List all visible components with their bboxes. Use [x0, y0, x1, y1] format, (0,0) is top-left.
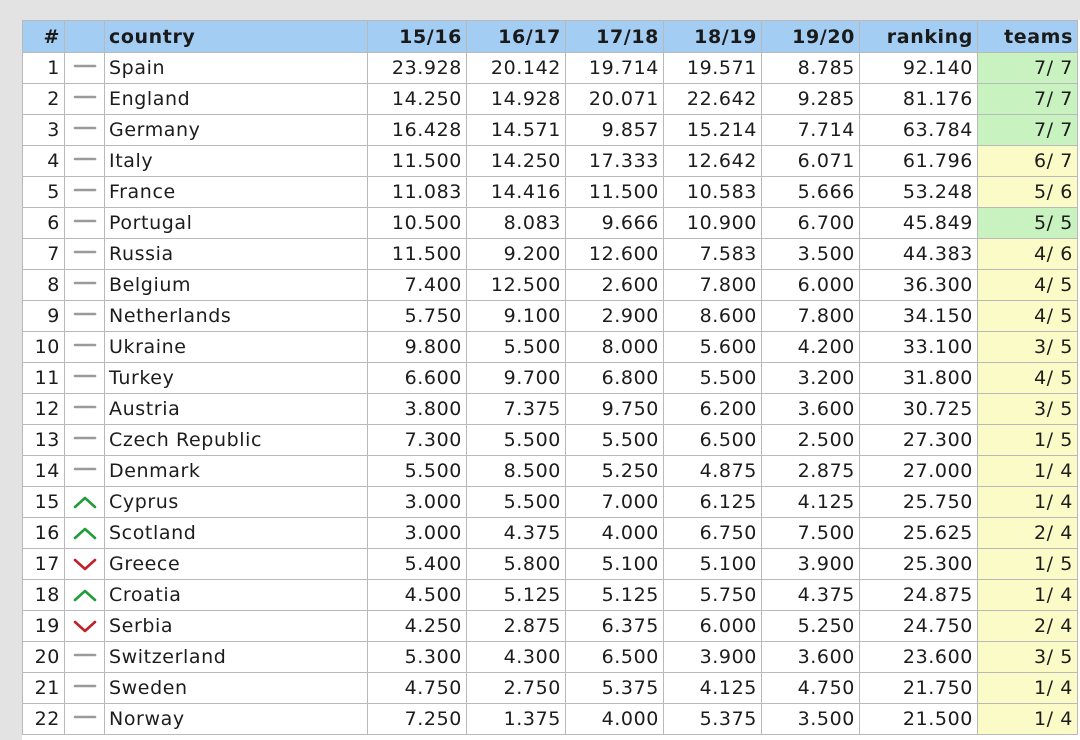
- season-1617-cell: 9.700: [467, 363, 566, 394]
- teams-cell: 3/ 5: [978, 642, 1078, 673]
- season-1617-cell: 5.500: [467, 487, 566, 518]
- ranking-cell: 31.800: [860, 363, 978, 394]
- country-cell: Sweden: [105, 673, 368, 704]
- season-1718-cell: 20.071: [566, 84, 664, 115]
- trend-cell: [65, 518, 105, 549]
- country-cell: Scotland: [105, 518, 368, 549]
- season-1920-cell: 7.500: [762, 518, 860, 549]
- teams-cell: 1/ 4: [978, 704, 1078, 735]
- header-ranking[interactable]: ranking: [860, 21, 978, 53]
- rank-cell: 3: [23, 115, 65, 146]
- ranking-cell: 24.875: [860, 580, 978, 611]
- rank-cell: 21: [23, 673, 65, 704]
- rank-cell: 17: [23, 549, 65, 580]
- trend-cell: [65, 456, 105, 487]
- trend-unchanged-icon: [69, 370, 100, 386]
- rank-cell: 4: [23, 146, 65, 177]
- season-1718-cell: 7.000: [566, 487, 664, 518]
- season-1920-cell: 6.071: [762, 146, 860, 177]
- season-1920-cell: 4.200: [762, 332, 860, 363]
- season-1718-cell: 5.250: [566, 456, 664, 487]
- rank-cell: 12: [23, 394, 65, 425]
- trend-up-icon: [69, 587, 100, 603]
- trend-unchanged-icon: [69, 122, 100, 138]
- table-row[interactable]: [23, 301, 1078, 332]
- season-1920-cell: 6.700: [762, 208, 860, 239]
- season-1819-cell: 5.500: [664, 363, 762, 394]
- header-season-1718[interactable]: 17/18: [566, 21, 664, 53]
- season-1920-cell: 2.500: [762, 425, 860, 456]
- season-1516-cell: 7.300: [368, 425, 467, 456]
- teams-cell: 7/ 7: [978, 115, 1078, 146]
- teams-cell: 4/ 5: [978, 301, 1078, 332]
- trend-cell: [65, 208, 105, 239]
- ranking-cell: 53.248: [860, 177, 978, 208]
- country-cell: Russia: [105, 239, 368, 270]
- season-1920-cell: 6.000: [762, 270, 860, 301]
- season-1617-cell: 14.416: [467, 177, 566, 208]
- teams-cell: 4/ 5: [978, 363, 1078, 394]
- season-1718-cell: 12.600: [566, 239, 664, 270]
- season-1819-cell: 4.125: [664, 673, 762, 704]
- trend-down-icon: [69, 556, 100, 572]
- season-1516-cell: 9.800: [368, 332, 467, 363]
- season-1718-cell: 6.500: [566, 642, 664, 673]
- ranking-cell: 27.300: [860, 425, 978, 456]
- table-row[interactable]: [23, 146, 1078, 177]
- season-1819-cell: 15.214: [664, 115, 762, 146]
- trend-cell: [65, 549, 105, 580]
- teams-cell: 1/ 4: [978, 456, 1078, 487]
- trend-cell: [65, 673, 105, 704]
- trend-up-icon: [69, 525, 100, 541]
- trend-unchanged-icon: [69, 680, 100, 696]
- country-cell: Austria: [105, 394, 368, 425]
- season-1920-cell: 4.750: [762, 673, 860, 704]
- country-cell: Croatia: [105, 580, 368, 611]
- season-1819-cell: 22.642: [664, 84, 762, 115]
- season-1516-cell: 3.000: [368, 518, 467, 549]
- season-1920-cell: 9.285: [762, 84, 860, 115]
- season-1718-cell: 4.000: [566, 518, 664, 549]
- trend-unchanged-icon: [69, 60, 100, 76]
- header-rank[interactable]: #: [23, 21, 65, 53]
- rank-cell: 20: [23, 642, 65, 673]
- season-1617-cell: 5.125: [467, 580, 566, 611]
- trend-cell: [65, 425, 105, 456]
- rank-cell: 7: [23, 239, 65, 270]
- season-1516-cell: 4.750: [368, 673, 467, 704]
- rank-cell: 10: [23, 332, 65, 363]
- country-cell: England: [105, 84, 368, 115]
- season-1819-cell: 7.583: [664, 239, 762, 270]
- trend-unchanged-icon: [69, 184, 100, 200]
- season-1617-cell: 9.200: [467, 239, 566, 270]
- country-cell: Norway: [105, 704, 368, 735]
- teams-cell: 4/ 6: [978, 239, 1078, 270]
- trend-cell: [65, 53, 105, 84]
- table-header-row: [23, 21, 1078, 53]
- teams-cell: 1/ 4: [978, 487, 1078, 518]
- season-1617-cell: 5.800: [467, 549, 566, 580]
- table-body: [23, 53, 1078, 735]
- season-1617-cell: 5.500: [467, 425, 566, 456]
- season-1516-cell: 5.300: [368, 642, 467, 673]
- season-1819-cell: 8.600: [664, 301, 762, 332]
- season-1819-cell: 12.642: [664, 146, 762, 177]
- season-1516-cell: 14.250: [368, 84, 467, 115]
- season-1516-cell: 5.750: [368, 301, 467, 332]
- country-cell: Spain: [105, 53, 368, 84]
- teams-cell: 2/ 4: [978, 611, 1078, 642]
- country-cell: Greece: [105, 549, 368, 580]
- rank-cell: 14: [23, 456, 65, 487]
- rank-cell: 18: [23, 580, 65, 611]
- rank-cell: 13: [23, 425, 65, 456]
- season-1920-cell: 4.375: [762, 580, 860, 611]
- country-coefficient-table: [22, 20, 1078, 735]
- season-1516-cell: 4.500: [368, 580, 467, 611]
- country-cell: Turkey: [105, 363, 368, 394]
- season-1617-cell: 14.571: [467, 115, 566, 146]
- header-season-1819[interactable]: 18/19: [664, 21, 762, 53]
- table-row[interactable]: [23, 673, 1078, 704]
- teams-cell: 7/ 7: [978, 84, 1078, 115]
- rank-cell: 9: [23, 301, 65, 332]
- ranking-cell: 25.750: [860, 487, 978, 518]
- trend-unchanged-icon: [69, 463, 100, 479]
- table-row[interactable]: [23, 394, 1078, 425]
- trend-unchanged-icon: [69, 153, 100, 169]
- season-1516-cell: 16.428: [368, 115, 467, 146]
- ranking-cell: 25.625: [860, 518, 978, 549]
- season-1516-cell: 3.000: [368, 487, 467, 518]
- trend-cell: [65, 115, 105, 146]
- season-1718-cell: 17.333: [566, 146, 664, 177]
- rank-cell: 1: [23, 53, 65, 84]
- teams-cell: 3/ 5: [978, 332, 1078, 363]
- country-cell: Netherlands: [105, 301, 368, 332]
- ranking-cell: 30.725: [860, 394, 978, 425]
- season-1516-cell: 6.600: [368, 363, 467, 394]
- season-1617-cell: 20.142: [467, 53, 566, 84]
- header-country[interactable]: country: [105, 21, 368, 53]
- country-cell: Italy: [105, 146, 368, 177]
- table-row[interactable]: [23, 580, 1078, 611]
- table-row[interactable]: [23, 642, 1078, 673]
- teams-cell: 1/ 4: [978, 673, 1078, 704]
- table-row[interactable]: [23, 208, 1078, 239]
- rank-cell: 19: [23, 611, 65, 642]
- trend-cell: [65, 363, 105, 394]
- season-1920-cell: 3.500: [762, 239, 860, 270]
- season-1718-cell: 9.750: [566, 394, 664, 425]
- ranking-cell: 24.750: [860, 611, 978, 642]
- season-1718-cell: 5.375: [566, 673, 664, 704]
- trend-cell: [65, 332, 105, 363]
- table-row[interactable]: [23, 332, 1078, 363]
- season-1920-cell: 5.250: [762, 611, 860, 642]
- season-1718-cell: 4.000: [566, 704, 664, 735]
- season-1516-cell: 7.400: [368, 270, 467, 301]
- trend-cell: [65, 301, 105, 332]
- trend-unchanged-icon: [69, 246, 100, 262]
- table-row[interactable]: [23, 549, 1078, 580]
- ranking-cell: 81.176: [860, 84, 978, 115]
- trend-unchanged-icon: [69, 649, 100, 665]
- teams-cell: 1/ 5: [978, 549, 1078, 580]
- season-1516-cell: 11.500: [368, 146, 467, 177]
- season-1516-cell: 3.800: [368, 394, 467, 425]
- ranking-cell: 23.600: [860, 642, 978, 673]
- header-season-1920[interactable]: 19/20: [762, 21, 860, 53]
- trend-cell: [65, 177, 105, 208]
- season-1718-cell: 9.857: [566, 115, 664, 146]
- season-1718-cell: 9.666: [566, 208, 664, 239]
- ranking-cell: 61.796: [860, 146, 978, 177]
- ranking-cell: 21.500: [860, 704, 978, 735]
- season-1819-cell: 19.571: [664, 53, 762, 84]
- trend-up-icon: [69, 494, 100, 510]
- teams-cell: 6/ 7: [978, 146, 1078, 177]
- season-1819-cell: 6.750: [664, 518, 762, 549]
- table-row[interactable]: [23, 425, 1078, 456]
- country-cell: Denmark: [105, 456, 368, 487]
- season-1819-cell: 6.200: [664, 394, 762, 425]
- table-row[interactable]: [23, 53, 1078, 84]
- season-1718-cell: 5.100: [566, 549, 664, 580]
- teams-cell: 2/ 4: [978, 518, 1078, 549]
- trend-cell: [65, 580, 105, 611]
- season-1819-cell: 10.900: [664, 208, 762, 239]
- table-row[interactable]: [23, 704, 1078, 735]
- ranking-table-frame: [22, 20, 1080, 740]
- season-1819-cell: 3.900: [664, 642, 762, 673]
- season-1920-cell: 2.875: [762, 456, 860, 487]
- season-1920-cell: 3.600: [762, 642, 860, 673]
- season-1819-cell: 5.600: [664, 332, 762, 363]
- season-1617-cell: 4.375: [467, 518, 566, 549]
- season-1718-cell: 8.000: [566, 332, 664, 363]
- country-cell: Germany: [105, 115, 368, 146]
- ranking-cell: 27.000: [860, 456, 978, 487]
- country-cell: Cyprus: [105, 487, 368, 518]
- ranking-cell: 34.150: [860, 301, 978, 332]
- rank-cell: 2: [23, 84, 65, 115]
- season-1819-cell: 7.800: [664, 270, 762, 301]
- season-1920-cell: 3.900: [762, 549, 860, 580]
- country-cell: France: [105, 177, 368, 208]
- header-season-1516[interactable]: 15/16: [368, 21, 467, 53]
- season-1617-cell: 8.083: [467, 208, 566, 239]
- table-row[interactable]: [23, 456, 1078, 487]
- season-1617-cell: 14.250: [467, 146, 566, 177]
- season-1718-cell: 2.900: [566, 301, 664, 332]
- trend-unchanged-icon: [69, 215, 100, 231]
- header-teams[interactable]: teams: [978, 21, 1078, 53]
- rank-cell: 5: [23, 177, 65, 208]
- trend-unchanged-icon: [69, 277, 100, 293]
- table-row[interactable]: [23, 487, 1078, 518]
- trend-cell: [65, 704, 105, 735]
- season-1718-cell: 2.600: [566, 270, 664, 301]
- season-1819-cell: 6.125: [664, 487, 762, 518]
- season-1617-cell: 14.928: [467, 84, 566, 115]
- country-cell: Serbia: [105, 611, 368, 642]
- season-1819-cell: 4.875: [664, 456, 762, 487]
- country-cell: Switzerland: [105, 642, 368, 673]
- season-1718-cell: 11.500: [566, 177, 664, 208]
- header-trend: [65, 21, 105, 53]
- season-1516-cell: 10.500: [368, 208, 467, 239]
- season-1516-cell: 5.400: [368, 549, 467, 580]
- season-1516-cell: 4.250: [368, 611, 467, 642]
- season-1920-cell: 7.714: [762, 115, 860, 146]
- trend-cell: [65, 146, 105, 177]
- trend-cell: [65, 487, 105, 518]
- season-1920-cell: 8.785: [762, 53, 860, 84]
- ranking-cell: 36.300: [860, 270, 978, 301]
- trend-cell: [65, 270, 105, 301]
- trend-cell: [65, 642, 105, 673]
- ranking-cell: 21.750: [860, 673, 978, 704]
- season-1617-cell: 5.500: [467, 332, 566, 363]
- season-1819-cell: 5.750: [664, 580, 762, 611]
- rank-cell: 22: [23, 704, 65, 735]
- trend-unchanged-icon: [69, 308, 100, 324]
- season-1718-cell: 6.375: [566, 611, 664, 642]
- season-1920-cell: 3.500: [762, 704, 860, 735]
- trend-unchanged-icon: [69, 339, 100, 355]
- table-row[interactable]: [23, 270, 1078, 301]
- season-1516-cell: 5.500: [368, 456, 467, 487]
- season-1718-cell: 5.125: [566, 580, 664, 611]
- season-1516-cell: 7.250: [368, 704, 467, 735]
- season-1718-cell: 19.714: [566, 53, 664, 84]
- season-1920-cell: 3.200: [762, 363, 860, 394]
- season-1617-cell: 7.375: [467, 394, 566, 425]
- season-1920-cell: 5.666: [762, 177, 860, 208]
- ranking-cell: 33.100: [860, 332, 978, 363]
- teams-cell: 5/ 6: [978, 177, 1078, 208]
- ranking-cell: 92.140: [860, 53, 978, 84]
- season-1617-cell: 12.500: [467, 270, 566, 301]
- ranking-cell: 44.383: [860, 239, 978, 270]
- header-season-1617[interactable]: 16/17: [467, 21, 566, 53]
- season-1819-cell: 10.583: [664, 177, 762, 208]
- teams-cell: 4/ 5: [978, 270, 1078, 301]
- ranking-cell: 45.849: [860, 208, 978, 239]
- season-1819-cell: 5.100: [664, 549, 762, 580]
- season-1819-cell: 6.000: [664, 611, 762, 642]
- rank-cell: 6: [23, 208, 65, 239]
- table-row[interactable]: [23, 115, 1078, 146]
- teams-cell: 5/ 5: [978, 208, 1078, 239]
- season-1617-cell: 1.375: [467, 704, 566, 735]
- rank-cell: 11: [23, 363, 65, 394]
- teams-cell: 1/ 5: [978, 425, 1078, 456]
- season-1819-cell: 5.375: [664, 704, 762, 735]
- table-row[interactable]: [23, 611, 1078, 642]
- trend-cell: [65, 239, 105, 270]
- trend-cell: [65, 84, 105, 115]
- trend-unchanged-icon: [69, 91, 100, 107]
- table-row[interactable]: [23, 239, 1078, 270]
- trend-cell: [65, 394, 105, 425]
- rank-cell: 16: [23, 518, 65, 549]
- rank-cell: 8: [23, 270, 65, 301]
- table-row[interactable]: [23, 518, 1078, 549]
- trend-down-icon: [69, 618, 100, 634]
- country-cell: Portugal: [105, 208, 368, 239]
- season-1920-cell: 3.600: [762, 394, 860, 425]
- table-row[interactable]: [23, 84, 1078, 115]
- trend-cell: [65, 611, 105, 642]
- ranking-cell: 25.300: [860, 549, 978, 580]
- trend-unchanged-icon: [69, 711, 100, 727]
- season-1516-cell: 11.500: [368, 239, 467, 270]
- season-1920-cell: 4.125: [762, 487, 860, 518]
- season-1920-cell: 7.800: [762, 301, 860, 332]
- teams-cell: 7/ 7: [978, 53, 1078, 84]
- trend-unchanged-icon: [69, 432, 100, 448]
- teams-cell: 3/ 5: [978, 394, 1078, 425]
- table-row[interactable]: [23, 177, 1078, 208]
- season-1617-cell: 2.875: [467, 611, 566, 642]
- season-1617-cell: 4.300: [467, 642, 566, 673]
- season-1516-cell: 11.083: [368, 177, 467, 208]
- country-cell: Ukraine: [105, 332, 368, 363]
- ranking-cell: 63.784: [860, 115, 978, 146]
- season-1819-cell: 6.500: [664, 425, 762, 456]
- season-1516-cell: 23.928: [368, 53, 467, 84]
- season-1617-cell: 2.750: [467, 673, 566, 704]
- rank-cell: 15: [23, 487, 65, 518]
- table-row[interactable]: [23, 363, 1078, 394]
- teams-cell: 1/ 4: [978, 580, 1078, 611]
- trend-unchanged-icon: [69, 401, 100, 417]
- country-cell: Belgium: [105, 270, 368, 301]
- season-1617-cell: 8.500: [467, 456, 566, 487]
- season-1718-cell: 6.800: [566, 363, 664, 394]
- season-1617-cell: 9.100: [467, 301, 566, 332]
- country-cell: Czech Republic: [105, 425, 368, 456]
- season-1718-cell: 5.500: [566, 425, 664, 456]
